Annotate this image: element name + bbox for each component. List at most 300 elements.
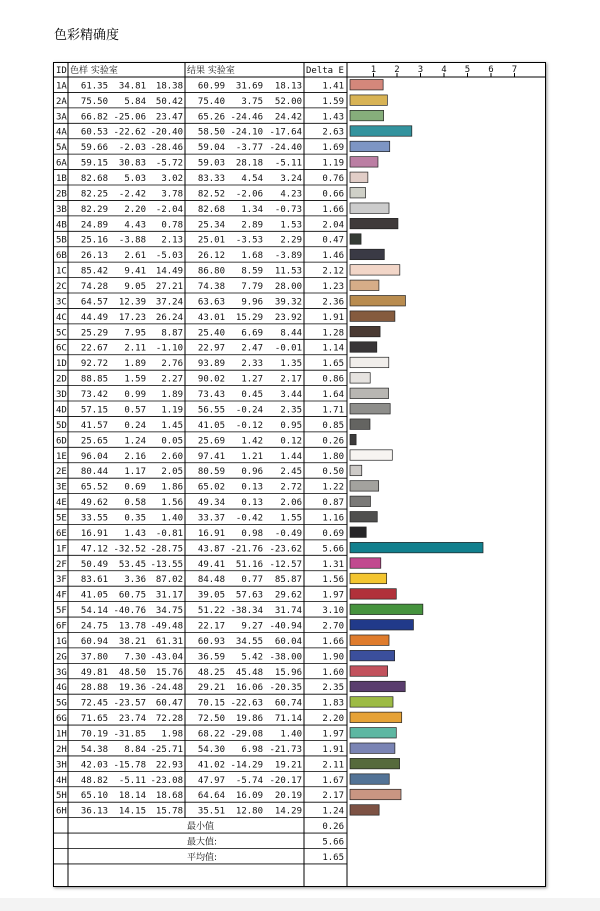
row-id: 2D [56, 374, 67, 385]
delta-e-value: 1.31 [322, 559, 344, 570]
result-lab-value: 1.68 [241, 251, 263, 262]
page-title: 色彩精确度 [54, 28, 120, 43]
sample-lab-value: 60.53 [80, 127, 108, 138]
delta-e-value: 2.70 [322, 621, 344, 632]
sample-lab-value: 54.14 [80, 606, 108, 617]
row-id: 5C [56, 328, 67, 339]
delta-e-value: 1.66 [322, 204, 344, 215]
delta-e-bar [350, 542, 483, 552]
delta-e-bar [350, 728, 396, 738]
sample-lab-value: 30.83 [118, 158, 146, 169]
result-lab-value: -20.17 [269, 775, 302, 786]
row-id: 3F [56, 575, 67, 586]
result-lab-value: 41.05 [197, 420, 225, 431]
sample-lab-value: 70.19 [80, 729, 108, 740]
result-lab-value: 22.17 [197, 621, 225, 632]
sample-lab-value: 22.93 [155, 760, 183, 771]
sample-lab-value: 42.03 [80, 760, 108, 771]
row-id: 4D [56, 405, 67, 416]
row-id: 3D [56, 390, 67, 401]
sample-lab-value: 96.04 [80, 451, 108, 462]
footer-value: 5.66 [322, 837, 344, 848]
row-id: 6H [56, 806, 67, 817]
delta-e-bar [350, 681, 405, 691]
row-id: 6C [56, 343, 67, 354]
delta-e-bar [350, 80, 383, 90]
result-lab-value: -3.53 [235, 235, 263, 246]
result-lab-value: 60.04 [274, 636, 302, 647]
delta-e-value: 2.17 [322, 791, 344, 802]
delta-e-bar [350, 712, 402, 722]
sample-lab-value: 47.12 [80, 544, 108, 555]
footer-label: 最小值 [187, 822, 215, 833]
axis-tick-label: 6 [488, 65, 494, 75]
sample-lab-value: 0.58 [124, 498, 146, 509]
result-lab-value: 14.29 [274, 806, 302, 817]
result-lab-value: 1.35 [280, 359, 302, 370]
delta-e-value: 1.97 [322, 590, 344, 601]
sample-lab-value: 61.31 [155, 636, 183, 647]
delta-e-value: 0.69 [322, 528, 344, 539]
result-lab-value: 59.03 [197, 158, 225, 169]
sample-lab-value: 2.16 [124, 451, 146, 462]
result-lab-value: 1.40 [280, 729, 302, 740]
delta-e-value: 1.91 [322, 744, 344, 755]
result-lab-value: 9.96 [241, 297, 263, 308]
delta-e-bar [350, 110, 384, 120]
delta-e-bar [350, 218, 398, 228]
sample-lab-value: 25.16 [80, 235, 108, 246]
sample-lab-value: 3.36 [124, 575, 146, 586]
sample-lab-value: 8.87 [161, 328, 183, 339]
result-lab-value: 59.04 [197, 143, 225, 154]
result-lab-value: 90.02 [197, 374, 225, 385]
sample-lab-value: 41.05 [80, 590, 108, 601]
delta-e-bar [350, 326, 380, 336]
delta-e-value: 1.41 [322, 81, 344, 92]
delta-e-bar [350, 620, 413, 630]
sample-lab-value: 41.57 [80, 420, 108, 431]
sample-lab-value: 34.81 [118, 81, 146, 92]
delta-e-bar [350, 296, 405, 306]
delta-e-value: 0.66 [322, 189, 344, 200]
result-lab-value: 52.00 [274, 96, 302, 107]
delta-e-value: 1.97 [322, 729, 344, 740]
sample-lab-value: 23.47 [155, 112, 183, 123]
result-lab-value: -5.74 [235, 775, 263, 786]
sample-lab-value: 3.02 [161, 174, 183, 185]
sample-lab-value: 2.27 [161, 374, 183, 385]
sample-lab-value: 54.38 [80, 744, 108, 755]
result-lab-value: 84.48 [197, 575, 225, 586]
delta-e-chart [54, 63, 545, 886]
delta-e-value: 0.26 [322, 436, 344, 447]
sample-lab-value: 16.91 [80, 528, 108, 539]
sample-lab-value: 18.14 [118, 791, 146, 802]
result-lab-value: 3.44 [280, 390, 302, 401]
delta-e-bar [350, 604, 423, 614]
result-lab-value: 0.96 [241, 467, 263, 478]
row-id: 5B [56, 235, 67, 246]
delta-e-value: 1.60 [322, 667, 344, 678]
sample-lab-value: 5.84 [124, 96, 146, 107]
delta-e-value: 5.66 [322, 544, 344, 555]
result-lab-value: -24.40 [269, 143, 302, 154]
axis-tick-label: 5 [464, 65, 471, 75]
result-lab-value: 7.79 [241, 282, 263, 293]
result-lab-value: -24.46 [230, 112, 263, 123]
result-lab-value: 1.42 [241, 436, 263, 447]
sample-lab-value: -5.11 [118, 775, 146, 786]
sample-lab-value: -25.06 [113, 112, 146, 123]
result-lab-value: 2.35 [280, 405, 302, 416]
axis-tick-label: 7 [511, 65, 518, 75]
delta-e-bar [350, 481, 379, 491]
sample-lab-value: 12.39 [118, 297, 146, 308]
result-lab-value: 22.97 [197, 343, 225, 354]
sample-lab-value: 2.60 [161, 451, 183, 462]
delta-e-value: 0.87 [322, 498, 344, 509]
result-lab-value: 25.69 [197, 436, 225, 447]
result-lab-value: -40.94 [269, 621, 302, 632]
delta-e-value: 2.20 [322, 714, 344, 725]
row-id: 2F [56, 559, 67, 570]
result-lab-value: 65.02 [197, 482, 225, 493]
sample-lab-value: -49.48 [150, 621, 183, 632]
sample-lab-value: 9.41 [124, 266, 146, 277]
delta-e-value: 0.76 [322, 174, 344, 185]
row-id: 1F [56, 544, 67, 555]
sample-lab-value: 50.49 [80, 559, 108, 570]
sample-lab-value: 25.65 [80, 436, 108, 447]
sample-lab-value: -28.75 [150, 544, 183, 555]
row-id: 6E [56, 528, 67, 539]
delta-e-value: 1.66 [322, 636, 344, 647]
sample-lab-value: 59.15 [80, 158, 108, 169]
delta-e-bar [350, 188, 366, 198]
row-id: 3C [56, 297, 67, 308]
sample-lab-value: 13.78 [118, 621, 146, 632]
result-lab-value: 6.98 [241, 744, 263, 755]
sample-lab-value: 17.23 [118, 312, 146, 323]
sample-lab-value: 0.05 [161, 436, 183, 447]
delta-e-value: 1.22 [322, 482, 344, 493]
row-id: 1C [56, 266, 67, 277]
sample-lab-value: -23.08 [150, 775, 183, 786]
delta-e-bar [350, 265, 400, 275]
sample-lab-value: -1.10 [155, 343, 183, 354]
sample-lab-value: 72.45 [80, 698, 108, 709]
delta-e-bar [350, 774, 389, 784]
sample-lab-value: 1.40 [161, 513, 183, 524]
result-lab-value: 0.98 [241, 528, 263, 539]
delta-e-bar [350, 357, 389, 367]
sample-lab-value: 64.57 [80, 297, 108, 308]
result-lab-value: 25.34 [197, 220, 225, 231]
result-lab-value: 60.74 [274, 698, 302, 709]
sample-lab-value: 2.61 [124, 251, 146, 262]
delta-e-value: 1.56 [322, 575, 344, 586]
header-id: ID [56, 66, 67, 76]
result-lab-value: 35.51 [197, 806, 225, 817]
sample-lab-value: 25.29 [80, 328, 108, 339]
sample-lab-value: 26.13 [80, 251, 108, 262]
result-lab-value: -3.77 [235, 143, 263, 154]
sample-lab-value: 44.49 [80, 312, 108, 323]
delta-e-bar [350, 388, 389, 398]
result-lab-value: 97.41 [197, 451, 225, 462]
sample-lab-value: 59.66 [80, 143, 108, 154]
delta-e-bar [350, 666, 388, 676]
result-lab-value: 4.23 [280, 189, 302, 200]
sample-lab-value: 75.50 [80, 96, 108, 107]
result-lab-value: 11.53 [274, 266, 302, 277]
row-id: 6D [56, 436, 67, 447]
result-lab-value: -0.49 [274, 528, 302, 539]
delta-e-bar [350, 789, 401, 799]
result-lab-value: -5.11 [274, 158, 302, 169]
sample-lab-value: 83.61 [80, 575, 108, 586]
result-lab-value: 64.64 [197, 791, 225, 802]
delta-e-value: 0.50 [322, 467, 344, 478]
delta-e-bar [350, 496, 370, 506]
delta-e-value: 1.90 [322, 652, 344, 663]
result-lab-value: 80.59 [197, 467, 225, 478]
result-lab-value: -0.42 [235, 513, 263, 524]
result-lab-value: 93.89 [197, 359, 225, 370]
delta-e-bar [350, 342, 377, 352]
result-lab-value: 31.69 [235, 81, 263, 92]
result-lab-value: 57.63 [235, 590, 263, 601]
delta-e-value: 0.47 [322, 235, 344, 246]
sample-lab-value: 53.45 [118, 559, 146, 570]
sample-lab-value: 0.78 [161, 220, 183, 231]
row-id: 4E [56, 498, 67, 509]
footer-label: 最大值: [187, 837, 218, 848]
result-lab-value: -14.29 [230, 760, 263, 771]
result-lab-value: 15.29 [235, 312, 263, 323]
result-lab-value: 3.75 [241, 96, 263, 107]
delta-e-value: 1.91 [322, 312, 344, 323]
result-lab-value: -23.62 [269, 544, 302, 555]
sample-lab-value: 1.56 [161, 498, 183, 509]
sample-lab-value: 38.21 [118, 636, 146, 647]
sample-lab-value: 2.13 [161, 235, 183, 246]
sample-lab-value: 36.13 [80, 806, 108, 817]
sample-lab-value: 14.49 [155, 266, 183, 277]
row-id: 3B [56, 204, 67, 215]
sample-lab-value: 18.38 [155, 81, 183, 92]
sample-lab-value: 1.17 [124, 467, 146, 478]
result-lab-value: 47.97 [197, 775, 225, 786]
sample-lab-value: 1.45 [161, 420, 183, 431]
row-id: 6F [56, 621, 67, 632]
sample-lab-value: 73.42 [80, 390, 108, 401]
result-lab-value: 56.55 [197, 405, 225, 416]
result-lab-value: 1.53 [280, 220, 302, 231]
delta-e-value: 1.65 [322, 359, 344, 370]
result-lab-value: 43.87 [197, 544, 225, 555]
delta-e-value: 2.36 [322, 297, 344, 308]
result-lab-value: 2.17 [280, 374, 302, 385]
result-lab-value: 39.32 [274, 297, 302, 308]
result-lab-value: 2.45 [280, 467, 302, 478]
row-id: 4C [56, 312, 67, 323]
sample-lab-value: 87.02 [155, 575, 183, 586]
result-lab-value: 0.12 [280, 436, 302, 447]
result-lab-value: -21.73 [269, 744, 302, 755]
delta-e-bar [350, 157, 378, 167]
result-lab-value: 73.43 [197, 390, 225, 401]
header-result-lab: 结果 实验室 [187, 66, 235, 76]
result-lab-value: 72.50 [197, 714, 225, 725]
result-lab-value: 8.44 [280, 328, 302, 339]
sample-lab-value: 65.10 [80, 791, 108, 802]
row-id: 5F [56, 606, 67, 617]
row-id: 6A [56, 158, 67, 169]
sample-lab-value: 2.11 [124, 343, 146, 354]
sample-lab-value: -22.62 [113, 127, 146, 138]
result-lab-value: 85.87 [274, 575, 302, 586]
result-lab-value: 2.72 [280, 482, 302, 493]
sample-lab-value: 48.82 [80, 775, 108, 786]
sample-lab-value: 7.95 [124, 328, 146, 339]
result-lab-value: 0.45 [241, 390, 263, 401]
sample-lab-value: -13.55 [150, 559, 183, 570]
color-accuracy-table [53, 62, 546, 887]
result-lab-value: -38.34 [230, 606, 263, 617]
sample-lab-value: -28.46 [150, 143, 183, 154]
delta-e-bar [350, 450, 392, 460]
sample-lab-value: 26.24 [155, 312, 183, 323]
sample-lab-value: 1.19 [161, 405, 183, 416]
result-lab-value: 82.68 [197, 204, 225, 215]
row-id: 5H [56, 791, 67, 802]
row-id: 2G [56, 652, 67, 663]
delta-e-bar [350, 697, 393, 707]
sample-lab-value: 37.80 [80, 652, 108, 663]
result-lab-value: 71.14 [274, 714, 302, 725]
sample-lab-value: 22.67 [80, 343, 108, 354]
row-id: 3G [56, 667, 67, 678]
sample-lab-value: 82.68 [80, 174, 108, 185]
delta-e-bar [350, 234, 361, 244]
sample-lab-value: 27.21 [155, 282, 183, 293]
sample-lab-value: 19.36 [118, 683, 146, 694]
row-id: 4B [56, 220, 67, 231]
result-lab-value: 48.25 [197, 667, 225, 678]
delta-e-bar [350, 373, 370, 383]
delta-e-value: 2.04 [322, 220, 344, 231]
result-lab-value: 83.33 [197, 174, 225, 185]
result-lab-value: 9.27 [241, 621, 263, 632]
result-lab-value: -29.08 [230, 729, 263, 740]
sample-lab-value: 2.05 [161, 467, 183, 478]
result-lab-value: 2.06 [280, 498, 302, 509]
delta-e-value: 1.83 [322, 698, 344, 709]
delta-e-bar [350, 805, 379, 815]
sample-lab-value: 31.17 [155, 590, 183, 601]
sample-lab-value: -5.03 [155, 251, 183, 262]
sample-lab-value: -3.88 [118, 235, 146, 246]
delta-e-bar [350, 172, 368, 182]
sample-lab-value: 60.94 [80, 636, 108, 647]
result-lab-value: 51.22 [197, 606, 225, 617]
sample-lab-value: -20.40 [150, 127, 183, 138]
sample-lab-value: 92.72 [80, 359, 108, 370]
sample-lab-value: -15.78 [113, 760, 146, 771]
row-id: 5G [56, 698, 67, 709]
row-id: 3H [56, 760, 67, 771]
sample-lab-value: 15.78 [155, 806, 183, 817]
sample-lab-value: -24.48 [150, 683, 183, 694]
delta-e-value: 1.46 [322, 251, 344, 262]
sample-lab-value: 37.24 [155, 297, 183, 308]
delta-e-bar [350, 573, 387, 583]
row-id: 3A [56, 112, 67, 123]
row-id: 6B [56, 251, 67, 262]
sample-lab-value: 2.20 [124, 204, 146, 215]
result-lab-value: 34.55 [235, 636, 263, 647]
sample-lab-value: 24.75 [80, 621, 108, 632]
sample-lab-value: -40.76 [113, 606, 146, 617]
result-lab-value: 0.13 [241, 498, 263, 509]
result-lab-value: 86.80 [197, 266, 225, 277]
sample-lab-value: 85.42 [80, 266, 108, 277]
result-lab-value: -20.35 [269, 683, 302, 694]
delta-e-value: 0.86 [322, 374, 344, 385]
row-id: 5E [56, 513, 67, 524]
axis-tick-label: 4 [441, 65, 447, 75]
result-lab-value: 0.13 [241, 482, 263, 493]
sample-lab-value: -31.85 [113, 729, 146, 740]
sample-lab-value: 60.47 [155, 698, 183, 709]
result-lab-value: 16.06 [235, 683, 263, 694]
result-lab-value: 18.13 [274, 81, 302, 92]
delta-e-value: 2.35 [322, 683, 344, 694]
result-lab-value: 29.21 [197, 683, 225, 694]
sample-lab-value: 1.98 [161, 729, 183, 740]
sample-lab-value: 82.29 [80, 204, 108, 215]
result-lab-value: 2.47 [241, 343, 263, 354]
row-id: 6G [56, 714, 67, 725]
result-lab-value: 19.21 [274, 760, 302, 771]
sample-lab-value: 28.88 [80, 683, 108, 694]
header-sample-lab: 色样 实验室 [70, 66, 118, 76]
delta-e-value: 1.19 [322, 158, 344, 169]
delta-e-value: 3.10 [322, 606, 344, 617]
sample-lab-value: 61.35 [80, 81, 108, 92]
result-lab-value: 45.48 [235, 667, 263, 678]
row-id: 3E [56, 482, 67, 493]
delta-e-bar [350, 558, 381, 568]
result-lab-value: -3.89 [274, 251, 302, 262]
sample-lab-value: 80.44 [80, 467, 108, 478]
result-lab-value: -21.76 [230, 544, 263, 555]
sample-lab-value: 65.52 [80, 482, 108, 493]
result-lab-value: -0.73 [274, 204, 302, 215]
sample-lab-value: 24.89 [80, 220, 108, 231]
result-lab-value: 2.29 [280, 235, 302, 246]
sample-lab-value: -25.71 [150, 744, 183, 755]
sample-lab-value: 0.35 [124, 513, 146, 524]
result-lab-value: 8.59 [241, 266, 263, 277]
result-lab-value: -38.00 [269, 652, 302, 663]
footer-value: 1.65 [322, 852, 344, 863]
sample-lab-value: 49.62 [80, 498, 108, 509]
sample-lab-value: -2.42 [118, 189, 146, 200]
result-lab-value: -0.24 [235, 405, 263, 416]
